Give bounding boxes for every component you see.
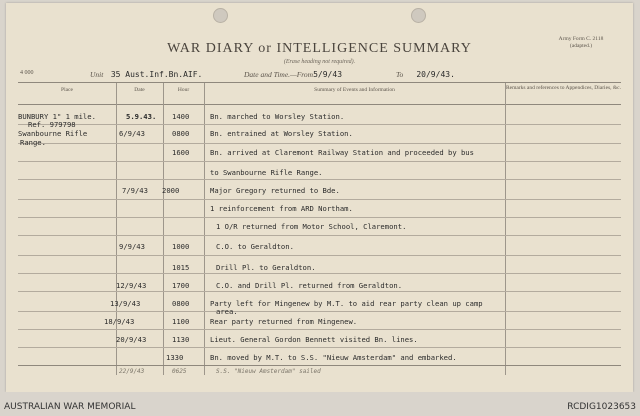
entry-date: 6/9/43 bbox=[119, 129, 145, 138]
to-label: To bbox=[396, 70, 404, 79]
row-rule bbox=[18, 124, 621, 125]
entry-hour: 1600 bbox=[172, 148, 190, 157]
entry-summary: Bn. moved by M.T. to S.S. "Nieuw Amsterdam" and embarked. bbox=[210, 353, 457, 362]
row-rule bbox=[18, 329, 621, 330]
entry-date: 13/9/43 bbox=[110, 299, 141, 308]
unit-value: 35 Aust.Inf.Bn.AIF. bbox=[110, 70, 203, 79]
from-value: 5/9/43 bbox=[313, 70, 343, 79]
row-rule bbox=[18, 235, 621, 236]
entry-place: Swanbourne Rifle bbox=[18, 129, 88, 138]
army-form-sub: (adapted.) bbox=[569, 43, 593, 49]
unit-label: Unit bbox=[90, 70, 104, 79]
entry-hour: 0800 bbox=[172, 129, 190, 138]
archive-name: AUSTRALIAN WAR MEMORIAL bbox=[4, 402, 136, 412]
col-divider-summary bbox=[204, 83, 205, 375]
entry-summary-cont: area. bbox=[216, 307, 238, 316]
header-rule bbox=[18, 104, 621, 105]
table-top-rule bbox=[18, 82, 621, 83]
entry-place-ref: Ref. 979798 bbox=[28, 120, 76, 129]
faint-entry-summary: S.S. "Nieuw Amsterdam" sailed bbox=[216, 368, 321, 375]
date-label: Date and Time.—From bbox=[244, 70, 314, 79]
row-rule bbox=[18, 291, 621, 292]
entry-summary: Party left for Mingenew by M.T. to aid rear party clean up camp bbox=[210, 299, 483, 308]
punch-hole-left bbox=[213, 8, 228, 23]
to-value: 20/9/43. bbox=[416, 70, 455, 79]
col-divider-remarks bbox=[505, 83, 506, 375]
entry-hour: 1015 bbox=[172, 263, 190, 272]
row-rule bbox=[18, 347, 621, 348]
row-rule bbox=[18, 255, 621, 256]
row-rule bbox=[18, 179, 621, 180]
table-bottom-rule bbox=[18, 365, 621, 366]
col-divider-hour bbox=[163, 83, 164, 375]
unit-line bbox=[90, 70, 202, 79]
col-header-summary: Summary of Events and Information bbox=[314, 87, 395, 93]
entry-hour: 1130 bbox=[172, 335, 190, 344]
archive-id: RCDIG1023653 bbox=[567, 402, 636, 412]
row-rule bbox=[18, 273, 621, 274]
to-line bbox=[396, 70, 455, 79]
entry-place: BUNBURY 1" 1 mile. bbox=[18, 112, 96, 121]
entry-summary: Lieut. General Gordon Bennett visited Bn. lines. bbox=[210, 335, 418, 344]
entry-summary: Bn. entrained at Worsley Station. bbox=[210, 129, 353, 138]
entry-date: 20/9/43 bbox=[116, 335, 147, 344]
row-rule bbox=[18, 199, 621, 200]
entry-date: 5.9.43. bbox=[126, 112, 157, 121]
entry-date: 7/9/43 bbox=[122, 186, 148, 195]
faint-entry-date: 22/9/43 bbox=[119, 368, 145, 375]
entry-summary: Bn. marched to Worsley Station. bbox=[210, 112, 345, 121]
entry-summary: Bn. arrived at Claremont Railway Station and proceeded by bus bbox=[210, 148, 474, 157]
entry-hour: 1700 bbox=[172, 281, 190, 290]
left-mark: 4 000 bbox=[20, 70, 34, 76]
entry-summary: Rear party returned from Mingenew. bbox=[210, 317, 358, 326]
page-subtitle: (Erase heading not required). bbox=[283, 59, 356, 65]
entry-summary: C.O. to Geraldton. bbox=[216, 242, 294, 251]
war-diary-page bbox=[6, 3, 633, 392]
entry-date: 9/9/43 bbox=[119, 242, 145, 251]
archive-footer bbox=[0, 392, 640, 416]
entry-hour: 1100 bbox=[172, 317, 190, 326]
date-line bbox=[244, 70, 342, 79]
col-header-place: Place bbox=[61, 87, 73, 93]
army-form-number: Army Form C. 2118 bbox=[558, 36, 604, 42]
col-divider-date bbox=[116, 83, 117, 375]
entry-summary: C.O. and Drill Pl. returned from Geraldton. bbox=[216, 281, 403, 290]
entry-hour: 0800 bbox=[172, 299, 190, 308]
entry-summary: Drill Pl. to Geraldton. bbox=[216, 263, 316, 272]
entry-place-cont: Range. bbox=[20, 138, 46, 147]
col-header-hour: Hour bbox=[177, 87, 190, 93]
faint-entry-hour: 0625 bbox=[172, 368, 187, 375]
entry-date: 12/9/43 bbox=[116, 281, 147, 290]
entry-summary: to Swanbourne Rifle Range. bbox=[210, 168, 323, 177]
col-header-date: Date bbox=[134, 87, 145, 93]
entry-summary: 1 reinforcement from ARD Northam. bbox=[210, 204, 353, 213]
entry-summary: Major Gregory returned to Bde. bbox=[210, 186, 340, 195]
entry-hour: 1400 bbox=[172, 112, 190, 121]
row-rule bbox=[18, 311, 621, 312]
row-rule bbox=[18, 143, 621, 144]
entry-hour: 1330 bbox=[166, 353, 184, 362]
entry-hour: 1000 bbox=[172, 242, 190, 251]
row-rule bbox=[18, 161, 621, 162]
punch-hole-right bbox=[411, 8, 426, 23]
army-form-label bbox=[551, 36, 611, 50]
page-title: WAR DIARY or INTELLIGENCE SUMMARY bbox=[167, 41, 472, 56]
entry-summary: 1 O/R returned from Motor School, Claremont. bbox=[216, 222, 407, 231]
entry-hour: 2000 bbox=[162, 186, 180, 195]
col-header-remarks: Remarks and references to Appendices, Diaries, &c. bbox=[506, 85, 621, 91]
row-rule bbox=[18, 217, 621, 218]
entry-date: 18/9/43 bbox=[104, 317, 135, 326]
